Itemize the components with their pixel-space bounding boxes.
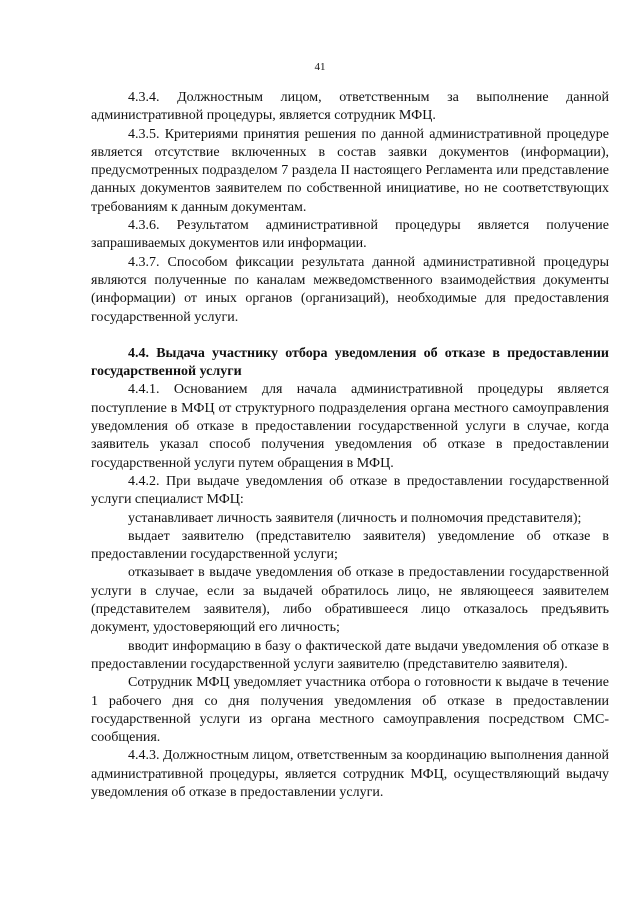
paragraph-4-3-6: 4.3.6. Результатом административной процедуры является получение запрашиваемых документов или информации. (91, 218, 609, 252)
document-body (91, 89, 609, 802)
paragraph-4-3-7: 4.3.7. Способом фиксации результата данной административной процедуры являются полученные по каналам межведомственного взаимодействия документы (информации) от иных органов (организаций), необходимые для предоставления государственной услуги. (91, 254, 609, 325)
list-item-issue: выдает заявителю (представителю заявителя) уведомление об отказе в предоставлении государственной услуги; (91, 528, 609, 563)
list-item-record: вводит информацию в базу о фактической дате выдачи уведомления об отказе в предоставлении государственной услуги заявителю (представителю заявителя). (91, 638, 609, 672)
paragraph-4-4-2: 4.4.2. При выдаче уведомления об отказе в предоставлении государственной услуги специалист МФЦ: (91, 473, 609, 508)
paragraph-4-4-3: 4.4.3. Должностным лицом, ответственным за координацию выполнения данной административной процедуры, является сотрудник МФЦ, осуществляющий выдачу уведомления об отказе в предоставлении услуги. (91, 748, 609, 800)
paragraph-4-3-5: 4.3.5. Критериями принятия решения по данной административной процедуре является отсутствие включенных в состав заявки документов (информации), предусмотренных подразделом 7 раздела II настоящего Регламента или представление данных документов заявителем по собственной инициативе, но не соответствующих требованиям к данным документам. (91, 126, 609, 215)
page-number: 41 (314, 61, 326, 73)
paragraph-4-3-4: 4.3.4. Должностным лицом, ответственным за выполнение данной административной процедуры, является сотрудник МФЦ. (91, 90, 609, 124)
paragraph-4-4-1: 4.4.1. Основанием для начала административной процедуры является поступление в МФЦ от структурного подразделения органа местного самоуправления уведомления об отказе в предоставлении государственной услуги в случае, когда заявитель указал способ получения уведомления об отказе в предоставлении государственной услуги путем обращения в МФЦ. (91, 382, 609, 471)
list-item-identify: устанавливает личность заявителя (личность и полномочия представителя); (128, 510, 582, 526)
paragraph-notification: Сотрудник МФЦ уведомляет участника отбора о готовности к выдаче в течение 1 рабочего дня со дня получения уведомления об отказе в предоставлении государственной услуги из органа местного самоуправления посредством СМС-сообщения. (91, 675, 609, 746)
section-heading-4-4: 4.4. Выдача участнику отбора уведомления об отказе в предоставлении государственной услуги (91, 345, 609, 380)
list-item-refuse: отказывает в выдаче уведомления об отказе в предоставлении государственной услуги в случае, если за выдачей обратилось лицо, не являющееся заявителем (представителем заявителя), либо обратившееся лицо отказалось предъявить документ, удостоверяющий его личность; (91, 565, 609, 636)
